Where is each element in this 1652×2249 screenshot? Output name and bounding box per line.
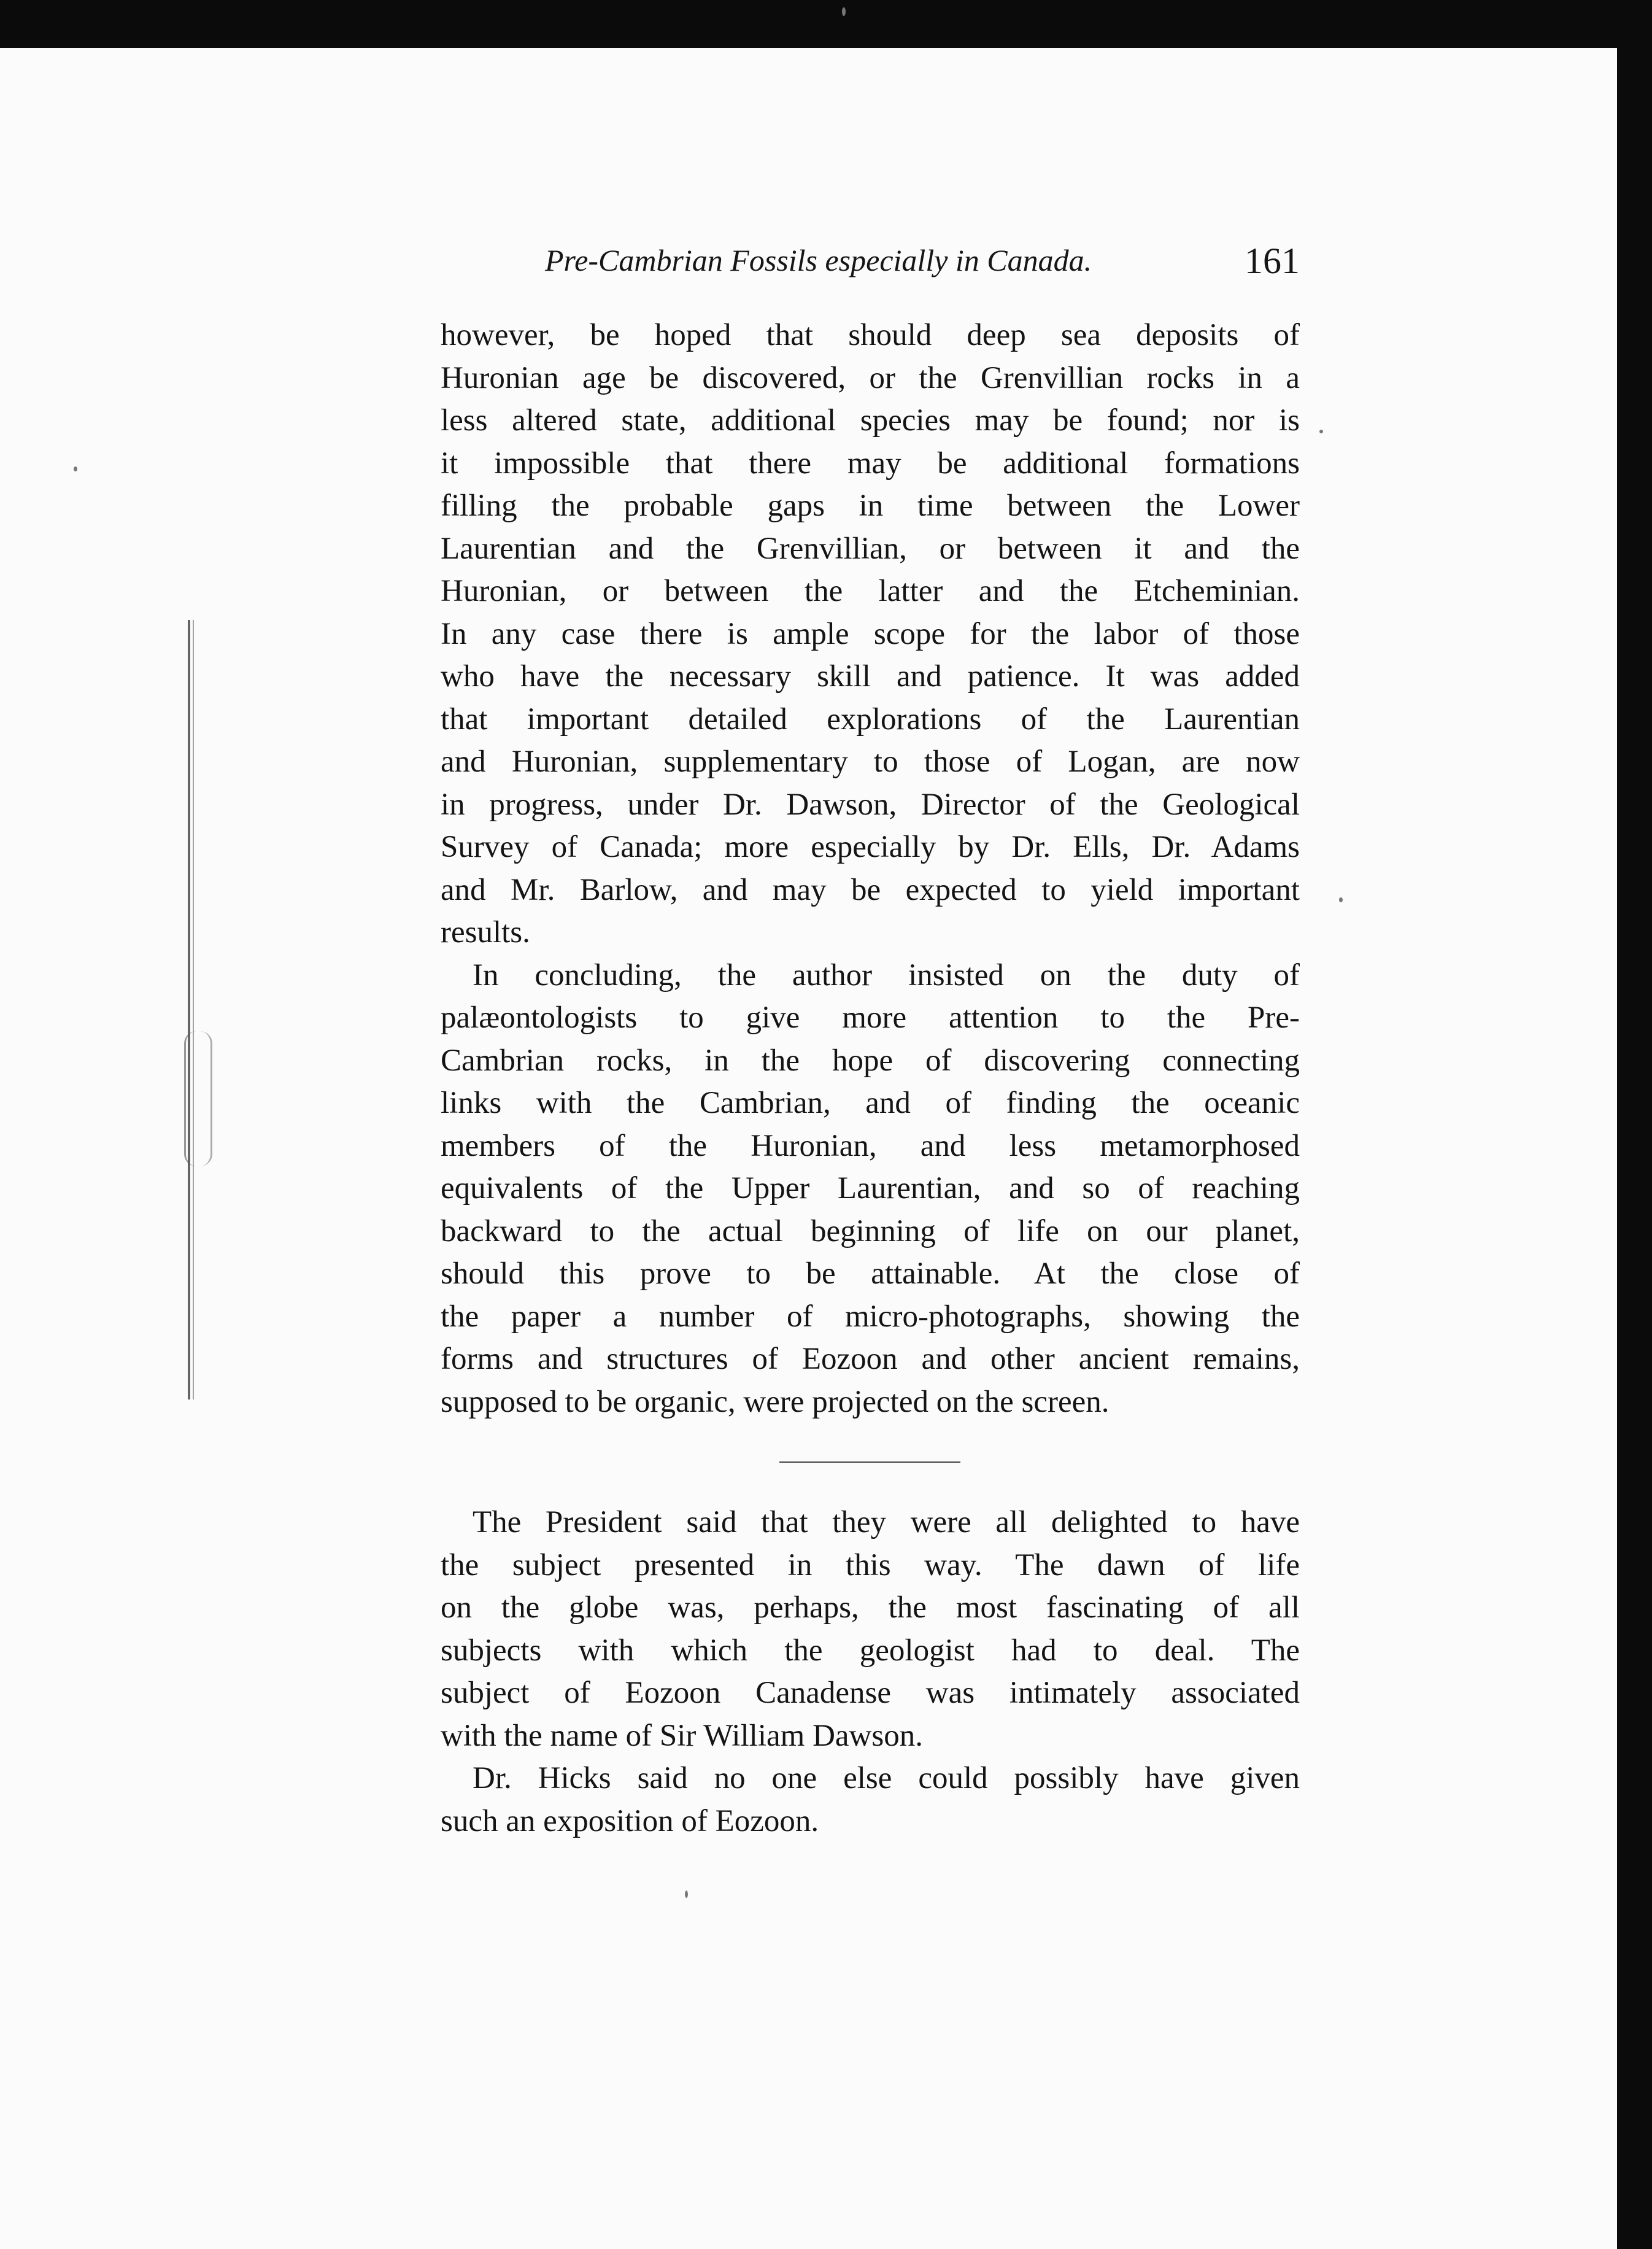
- text-line: In any case there is ample scope for the labor of those: [441, 616, 1300, 651]
- running-title: Pre-Cambrian Fossils especially in Canada.: [545, 243, 1092, 277]
- text-line: In concluding, the author insisted on the duty of: [473, 958, 1300, 993]
- text-line: and Huronian, supplementary to those of Logan, are now: [441, 745, 1300, 779]
- discussion-section: [441, 1501, 1300, 1843]
- text-line: however, be hoped that should deep sea deposits of: [441, 318, 1300, 352]
- text-line: palæontologists to give more attention to the Pre-: [441, 1001, 1300, 1035]
- binding-thread: [188, 620, 194, 1399]
- text-line: who have the necessary skill and patience. It was added: [441, 659, 1300, 694]
- scan-speck: [74, 466, 77, 471]
- text-line: Cambrian rocks, in the hope of discovering connecting: [441, 1043, 1300, 1078]
- text-line: such an exposition of Eozoon.: [441, 1803, 819, 1838]
- text-line: subjects with which the geologist had to deal. The: [441, 1633, 1300, 1668]
- page-header: [545, 242, 1300, 292]
- text-line: subject of Eozoon Canadense was intimately associated: [441, 1676, 1300, 1710]
- text-line: Huronian, or between the latter and the Etcheminian.: [441, 574, 1300, 608]
- text-line: Huronian age be discovered, or the Grenvillian rocks in a: [441, 360, 1300, 395]
- scan-speck: [1319, 430, 1323, 433]
- text-line: filling the probable gaps in time between the Lower: [441, 489, 1300, 523]
- text-line: with the name of Sir William Dawson.: [441, 1718, 923, 1753]
- scan-speck: [842, 7, 846, 16]
- scan-border: [1617, 0, 1652, 2249]
- scan-speck: [1339, 897, 1343, 902]
- text-line: less altered state, additional species may be found; nor is: [441, 403, 1300, 438]
- text-line: forms and structures of Eozoon and other ancient remains,: [441, 1342, 1300, 1376]
- text-line: results.: [441, 915, 530, 950]
- section-divider: [779, 1461, 960, 1463]
- text-line: supposed to be organic, were projected on the screen.: [441, 1384, 1110, 1419]
- text-line: equivalents of the Upper Laurentian, and so of reaching: [441, 1171, 1300, 1206]
- text-line: Dr. Hicks said no one else could possibly have given: [473, 1761, 1300, 1795]
- text-line: and Mr. Barlow, and may be expected to yield important: [441, 872, 1300, 907]
- text-line: it impossible that there may be additional formations: [441, 446, 1300, 481]
- text-line: that important detailed explorations of the Laurentian: [441, 702, 1300, 737]
- text-line: should this prove to be attainable. At the close of: [441, 1256, 1300, 1291]
- page-number: 161: [1245, 241, 1300, 281]
- text-line: Survey of Canada; more especially by Dr. Ells, Dr. Adams: [441, 830, 1300, 864]
- text-line: links with the Cambrian, and of finding the oceanic: [441, 1086, 1300, 1120]
- text-line: backward to the actual beginning of life on our planet,: [441, 1214, 1300, 1248]
- text-line: members of the Huronian, and less metamorphosed: [441, 1128, 1300, 1163]
- binding-knot: [184, 1031, 212, 1166]
- text-line: The President said that they were all delighted to have: [473, 1505, 1300, 1539]
- text-line: on the globe was, perhaps, the most fascinating of all: [441, 1590, 1300, 1625]
- scan-speck: [685, 1891, 688, 1898]
- text-line: the subject presented in this way. The dawn of life: [441, 1547, 1300, 1582]
- paragraph-continued: [441, 314, 1300, 1423]
- text-line: the paper a number of micro-photographs, showing the: [441, 1299, 1300, 1334]
- text-line: in progress, under Dr. Dawson, Director of the Geological: [441, 787, 1300, 822]
- text-line: Laurentian and the Grenvillian, or between it and the: [441, 531, 1300, 566]
